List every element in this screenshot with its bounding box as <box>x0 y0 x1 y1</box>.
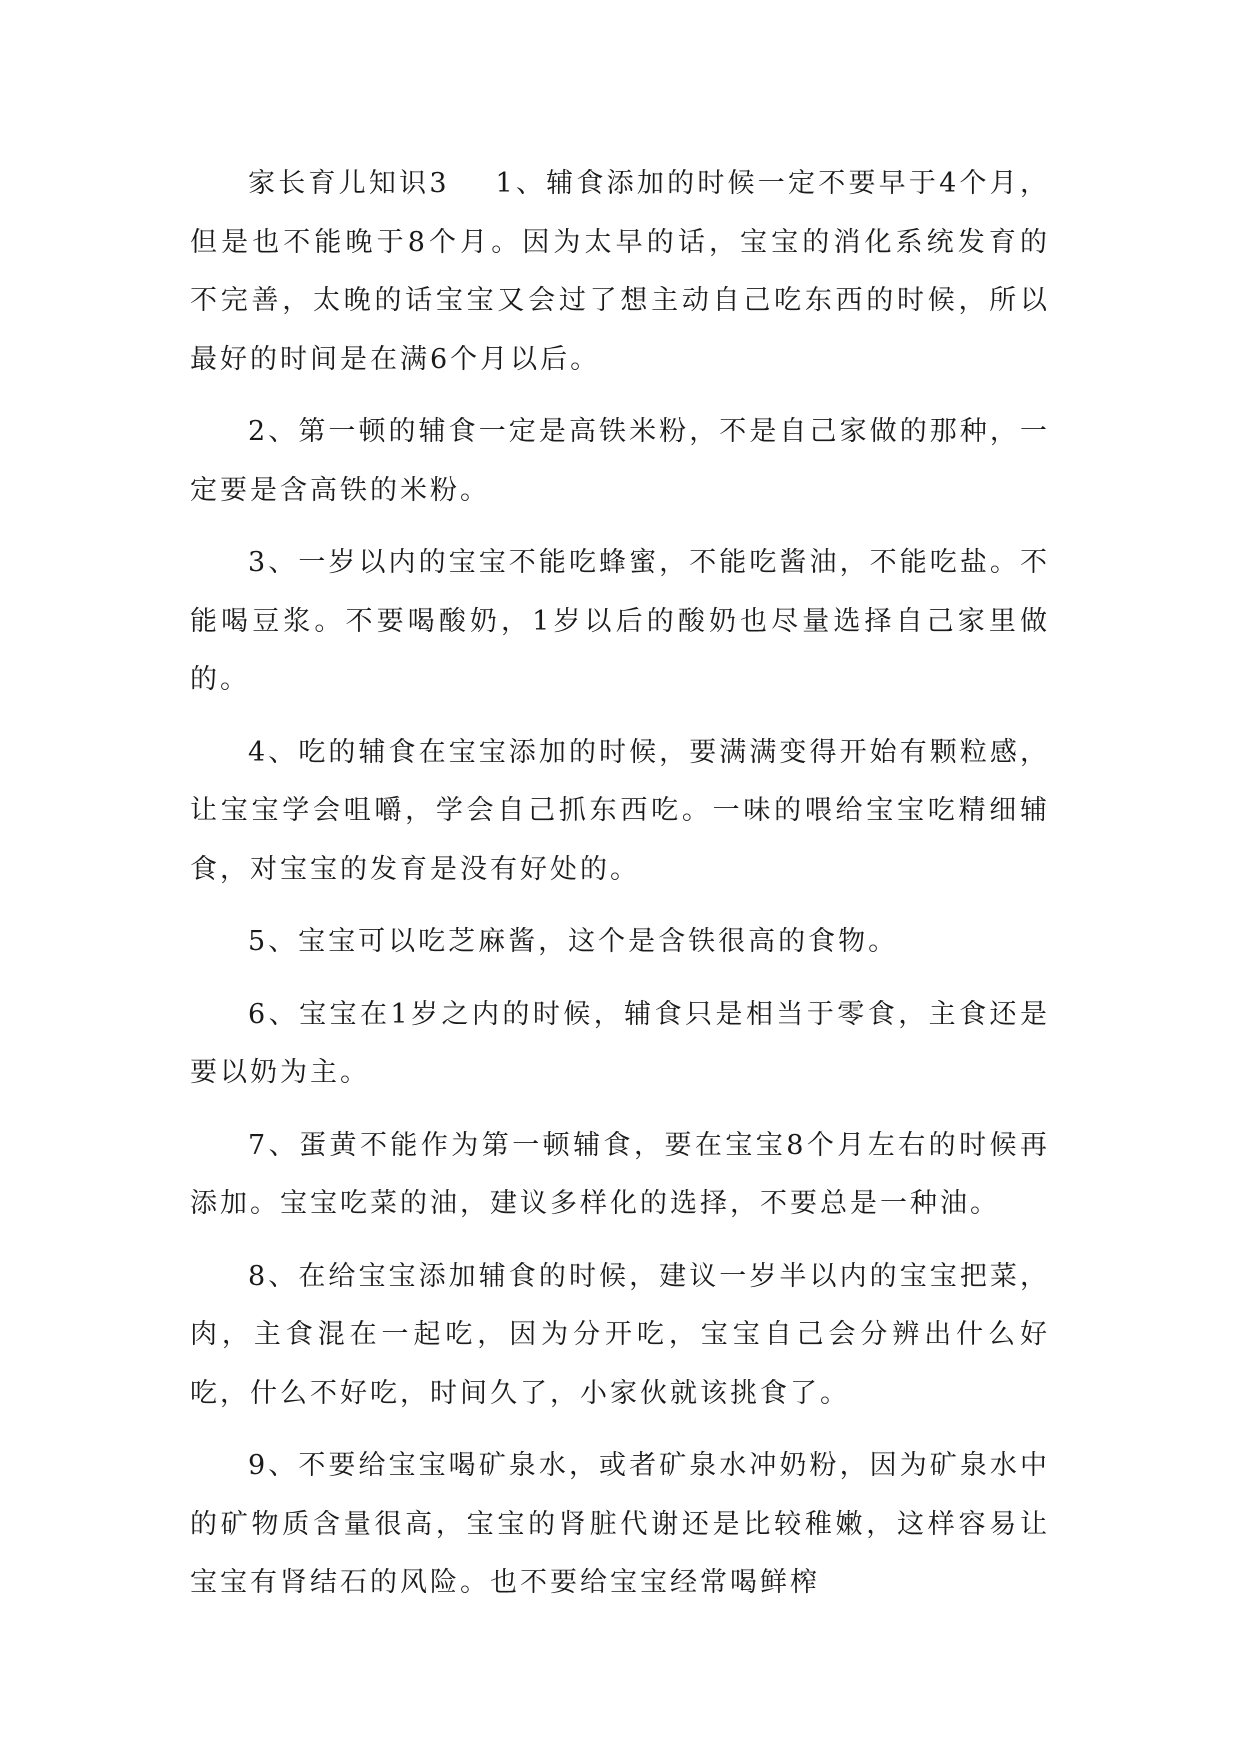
document-page <box>190 155 1050 1627</box>
paragraph-9: 9、不要给宝宝喝矿泉水，或者矿泉水冲奶粉，因为矿泉水中的矿物质含量很高，宝宝的肾脏代谢还是比较稚嫩，这样容易让宝宝有肾结石的风险。也不要给宝宝经常喝鲜榨 <box>190 1450 1050 1598</box>
paragraph-6: 6、宝宝在1岁之内的时候，辅食只是相当于零食，主食还是要以奶为主。 <box>190 998 1050 1088</box>
paragraph-4: 4、吃的辅食在宝宝添加的时候，要满满变得开始有颗粒感，让宝宝学会咀嚼，学会自己抓东西吃。一味的喂给宝宝吃精细辅食，对宝宝的发育是没有好处的。 <box>190 736 1050 885</box>
paragraph-1 <box>190 155 1050 389</box>
paragraph-5: 5、宝宝可以吃芝麻酱，这个是含铁很高的食物。 <box>248 926 899 957</box>
paragraph-8: 8、在给宝宝添加辅食的时候，建议一岁半以内的宝宝把菜，肉，主食混在一起吃，因为分开吃，宝宝自己会分辨出什么好吃，什么不好吃，时间久了，小家伙就该挑食了。 <box>190 1260 1050 1409</box>
paragraph-7: 7、蛋黄不能作为第一顿辅食，要在宝宝8个月左右的时候再添加。宝宝吃菜的油，建议多样化的选择，不要总是一种油。 <box>190 1129 1050 1219</box>
paragraph-2: 2、第一顿的辅食一定是高铁米粉，不是自己家做的那种，一定要是含高铁的米粉。 <box>190 416 1050 506</box>
document-heading: 家长育儿知识3 <box>248 168 450 199</box>
paragraph-text: 1、辅食添加的时候一定不要早于4个月，但是也不能晚于8个月。因为太早的话，宝宝的消化系统发育的不完善，太晚的话宝宝又会过了想主动自己吃东西的时候，所以最好的时间是在满6个月以后。 <box>190 168 1050 375</box>
paragraph-3: 3、一岁以内的宝宝不能吃蜂蜜，不能吃酱油，不能吃盐。不能喝豆浆。不要喝酸奶，1岁以后的酸奶也尽量选择自己家里做的。 <box>190 547 1050 695</box>
